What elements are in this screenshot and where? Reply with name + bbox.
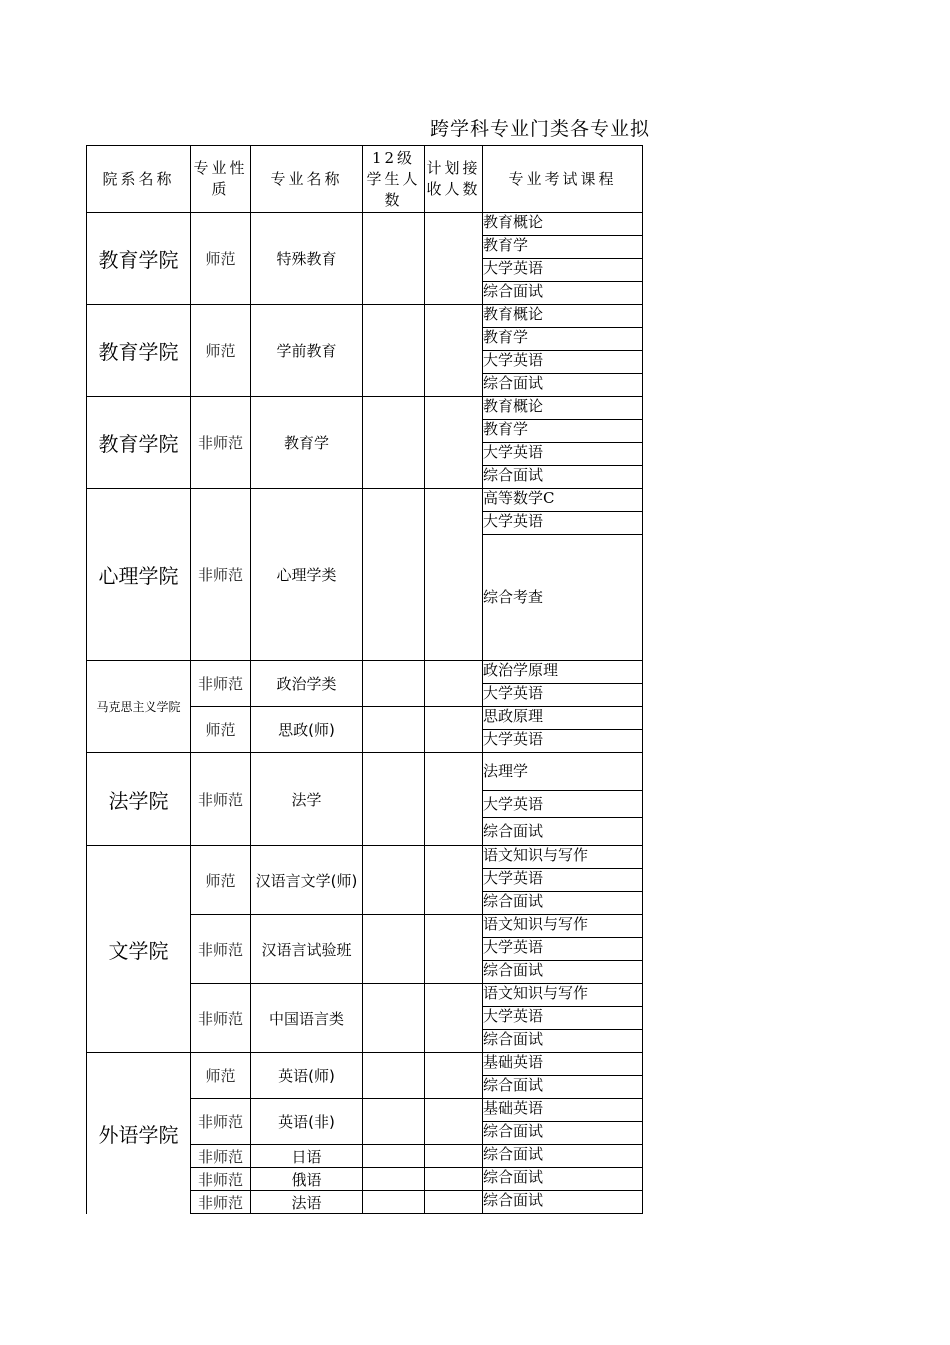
- plan-cell: [425, 1145, 483, 1168]
- table-row: [87, 661, 643, 684]
- students-cell: [363, 213, 425, 305]
- page-title: 跨学科专业门类各专业拟: [430, 118, 651, 140]
- header-major: 专业名称: [251, 146, 363, 213]
- course-cell: 教育学: [483, 236, 643, 259]
- nature-cell: 非师范: [191, 489, 251, 661]
- nature-cell: 师范: [191, 707, 251, 753]
- students-cell: [363, 707, 425, 753]
- course-cell: 语文知识与写作: [483, 915, 643, 938]
- course-cell: 综合面试: [483, 374, 643, 397]
- major-cell: 汉语言试验班: [251, 915, 363, 984]
- course-cell: 大学英语: [483, 791, 643, 818]
- college-cell: 心理学院: [87, 489, 191, 661]
- plan-cell: [425, 1053, 483, 1099]
- table-row: [87, 213, 643, 236]
- major-cell: 心理学类: [251, 489, 363, 661]
- nature-cell: 师范: [191, 305, 251, 397]
- course-cell: 大学英语: [483, 1007, 643, 1030]
- course-cell: 语文知识与写作: [483, 846, 643, 869]
- header-students: 12级学生人数: [363, 146, 425, 213]
- college-cell: 教育学院: [87, 397, 191, 489]
- plan-cell: [425, 915, 483, 984]
- major-cell: 英语(师): [251, 1053, 363, 1099]
- plan-cell: [425, 1168, 483, 1191]
- nature-cell: 非师范: [191, 1191, 251, 1214]
- students-cell: [363, 661, 425, 707]
- students-cell: [363, 753, 425, 846]
- course-cell: 综合面试: [483, 892, 643, 915]
- course-cell: 综合考查: [483, 535, 643, 661]
- plan-cell: [425, 397, 483, 489]
- major-cell: 英语(非): [251, 1099, 363, 1145]
- course-cell: 教育概论: [483, 213, 643, 236]
- header-college: 院系名称: [87, 146, 191, 213]
- course-cell: 综合面试: [483, 961, 643, 984]
- major-cell: 俄语: [251, 1168, 363, 1191]
- nature-cell: 非师范: [191, 984, 251, 1053]
- course-cell: 基础英语: [483, 1099, 643, 1122]
- students-cell: [363, 1145, 425, 1168]
- nature-cell: 非师范: [191, 397, 251, 489]
- major-cell: 汉语言文学(师): [251, 846, 363, 915]
- course-cell: 教育学: [483, 420, 643, 443]
- nature-cell: 非师范: [191, 1099, 251, 1145]
- course-cell: 教育概论: [483, 305, 643, 328]
- course-cell: 综合面试: [483, 1145, 643, 1168]
- course-cell: 综合面试: [483, 1076, 643, 1099]
- header-courses: 专业考试课程: [483, 146, 643, 213]
- major-cell: 思政(师): [251, 707, 363, 753]
- plan-cell: [425, 1099, 483, 1145]
- table-row: [87, 1053, 643, 1076]
- course-cell: 大学英语: [483, 259, 643, 282]
- table-row: [87, 489, 643, 512]
- nature-cell: 师范: [191, 846, 251, 915]
- nature-cell: 师范: [191, 213, 251, 305]
- course-cell: 大学英语: [483, 730, 643, 753]
- college-cell: 法学院: [87, 753, 191, 846]
- major-cell: 学前教育: [251, 305, 363, 397]
- course-cell: 综合面试: [483, 1191, 643, 1214]
- course-cell: 政治学原理: [483, 661, 643, 684]
- course-cell: 大学英语: [483, 512, 643, 535]
- table-row: [87, 305, 643, 328]
- course-cell: 思政原理: [483, 707, 643, 730]
- course-cell: 综合面试: [483, 1122, 643, 1145]
- course-cell: 大学英语: [483, 869, 643, 892]
- college-cell: 教育学院: [87, 305, 191, 397]
- course-cell: 综合面试: [483, 466, 643, 489]
- course-cell: 语文知识与写作: [483, 984, 643, 1007]
- course-cell: 综合面试: [483, 818, 643, 846]
- header-row: [87, 146, 643, 213]
- plan-cell: [425, 846, 483, 915]
- course-cell: 综合面试: [483, 282, 643, 305]
- major-cell: 特殊教育: [251, 213, 363, 305]
- course-cell: 综合面试: [483, 1030, 643, 1053]
- college-cell: 外语学院: [87, 1053, 191, 1214]
- nature-cell: 非师范: [191, 915, 251, 984]
- nature-cell: 师范: [191, 1053, 251, 1099]
- course-cell: 大学英语: [483, 938, 643, 961]
- major-cell: 日语: [251, 1145, 363, 1168]
- table-row: [87, 397, 643, 420]
- students-cell: [363, 305, 425, 397]
- college-cell: 马克思主义学院: [87, 661, 191, 753]
- table-row: [87, 753, 643, 791]
- nature-cell: 非师范: [191, 753, 251, 846]
- course-cell: 教育概论: [483, 397, 643, 420]
- students-cell: [363, 915, 425, 984]
- students-cell: [363, 1191, 425, 1214]
- students-cell: [363, 846, 425, 915]
- students-cell: [363, 1099, 425, 1145]
- nature-cell: 非师范: [191, 1168, 251, 1191]
- plan-cell: [425, 707, 483, 753]
- exam-course-table: [86, 145, 643, 1214]
- plan-cell: [425, 984, 483, 1053]
- students-cell: [363, 397, 425, 489]
- college-cell: 教育学院: [87, 213, 191, 305]
- course-cell: 教育学: [483, 328, 643, 351]
- nature-cell: 非师范: [191, 1145, 251, 1168]
- students-cell: [363, 489, 425, 661]
- students-cell: [363, 984, 425, 1053]
- course-cell: 法理学: [483, 753, 643, 791]
- plan-cell: [425, 305, 483, 397]
- course-cell: 综合面试: [483, 1168, 643, 1191]
- plan-cell: [425, 489, 483, 661]
- header-nature: 专业性质: [191, 146, 251, 213]
- plan-cell: [425, 1191, 483, 1214]
- students-cell: [363, 1168, 425, 1191]
- course-cell: 大学英语: [483, 684, 643, 707]
- plan-cell: [425, 213, 483, 305]
- header-plan: 计划接收人数: [425, 146, 483, 213]
- course-cell: 高等数学C: [483, 489, 643, 512]
- course-cell: 基础英语: [483, 1053, 643, 1076]
- major-cell: 教育学: [251, 397, 363, 489]
- plan-cell: [425, 661, 483, 707]
- major-cell: 法学: [251, 753, 363, 846]
- major-cell: 法语: [251, 1191, 363, 1214]
- course-cell: 大学英语: [483, 351, 643, 374]
- students-cell: [363, 1053, 425, 1099]
- course-cell: 大学英语: [483, 443, 643, 466]
- college-cell: 文学院: [87, 846, 191, 1053]
- plan-cell: [425, 753, 483, 846]
- nature-cell: 非师范: [191, 661, 251, 707]
- major-cell: 中国语言类: [251, 984, 363, 1053]
- table-row: [87, 846, 643, 869]
- major-cell: 政治学类: [251, 661, 363, 707]
